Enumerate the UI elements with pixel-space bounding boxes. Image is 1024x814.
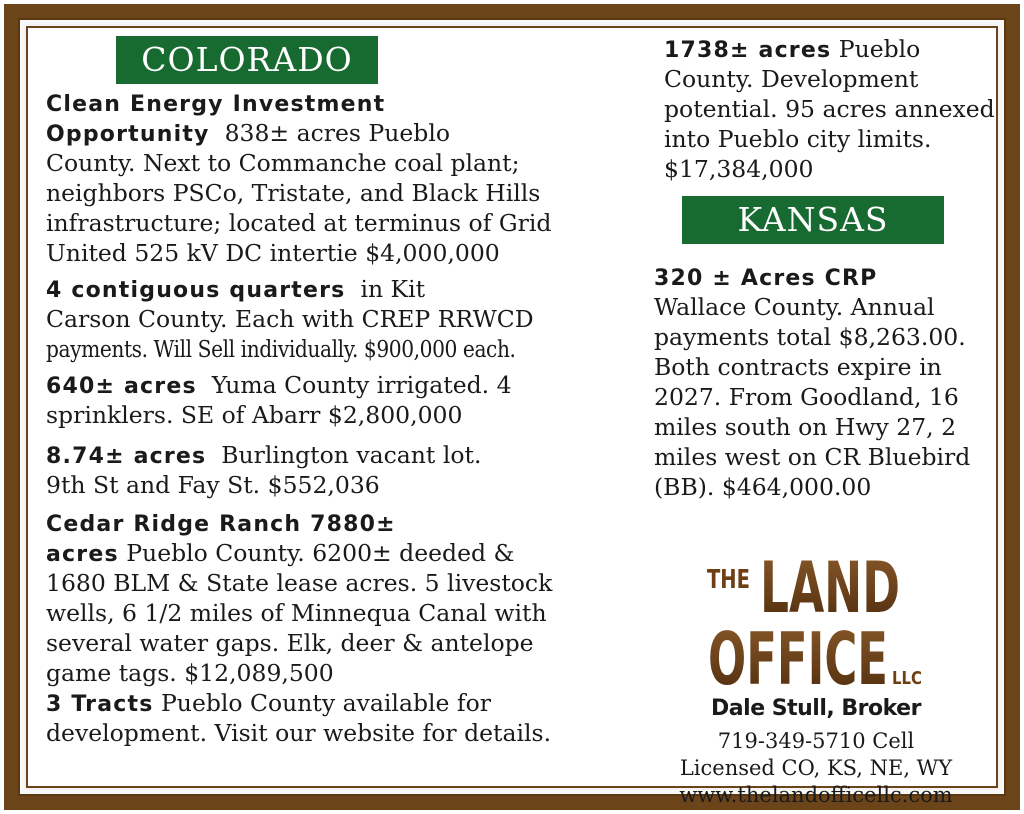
listing-text: Pueblo: [838, 35, 921, 63]
listing-text: sprinklers. SE of Abarr $2,800,000: [46, 401, 463, 429]
listing-text: County. Development: [664, 65, 919, 93]
listing-title: 8.74± acres: [46, 444, 207, 469]
listing-text: in Kit: [360, 275, 426, 303]
land-office-logo: [704, 540, 944, 690]
broker-name: Dale Stull, Broker: [711, 696, 921, 721]
listing-text: United 525 kV DC intertie $4,000,000: [46, 239, 500, 267]
listing-title: Clean Energy Investment: [46, 92, 386, 117]
inner-border: [20, 20, 1004, 807]
listing-text: County. Next to Commanche coal plant;: [46, 149, 520, 177]
outer-border: [4, 4, 1020, 810]
listing-text: potential. 95 acres annexed: [664, 95, 995, 123]
listing-text: several water gaps. Elk, deer & antelope: [46, 629, 534, 657]
listing-title: 3 Tracts: [46, 692, 154, 717]
listing-title: 1738± acres: [664, 38, 832, 63]
listing-text: Pueblo County. 6200± deeded &: [126, 539, 515, 567]
ad-content: [26, 26, 998, 807]
kansas-banner: KANSAS: [682, 196, 944, 244]
listing-text: into Pueblo city limits.: [664, 125, 932, 153]
listing-text: 1680 BLM & State lease acres. 5 livestock: [46, 569, 553, 597]
listing-text: payments. Will Sell individually. $900,000 each.: [46, 335, 516, 363]
license-info: Licensed CO, KS, NE, WY: [679, 756, 953, 780]
listing-text: wells, 6 1/2 miles of Minnequa Canal with: [46, 599, 547, 627]
website-url: www.thelandofficellc.com: [679, 783, 953, 807]
listing-text: (BB). $464,000.00: [654, 473, 872, 501]
listing-text: Pueblo County available for: [161, 689, 491, 717]
logo-the: THE: [707, 565, 750, 595]
listing-title: Cedar Ridge Ranch 7880±: [46, 512, 396, 537]
phone-number: 719-349-5710 Cell: [717, 729, 915, 753]
logo-llc: LLC: [892, 668, 922, 689]
listing-title: 640± acres: [46, 374, 197, 399]
listing-title: acres: [46, 542, 119, 567]
listing-text: game tags. $12,089,500: [46, 659, 334, 687]
logo-office: OFFICE: [708, 617, 888, 690]
listing-title: Opportunity: [46, 122, 210, 147]
logo-land: LAND: [760, 547, 900, 629]
listing-text: miles west on CR Bluebird: [654, 443, 971, 471]
listing-text: development. Visit our website for details.: [46, 719, 552, 747]
listing-text: Yuma County irrigated. 4: [211, 371, 512, 399]
listing-text: infrastructure; located at terminus of Grid: [46, 209, 552, 237]
listing-text: Both contracts expire in: [654, 353, 942, 381]
listing-text: 9th St and Fay St. $552,036: [46, 471, 380, 499]
listing-title: 4 contiguous quarters: [46, 278, 346, 303]
listing-title: 320 ± Acres CRP: [654, 266, 878, 291]
listing-text: Burlington vacant lot.: [221, 441, 482, 469]
listing-text: miles south on Hwy 27, 2: [654, 413, 957, 441]
listing-text: 838± acres Pueblo: [224, 119, 450, 147]
listing-text: $17,384,000: [664, 155, 814, 183]
listing-text: payments total $8,263.00.: [654, 323, 966, 351]
colorado-banner: COLORADO: [116, 36, 378, 84]
listing-text: Carson County. Each with CREP RRWCD: [46, 305, 534, 333]
listing-text: 2027. From Goodland, 16: [654, 383, 959, 411]
listing-text: neighbors PSCo, Tristate, and Black Hills: [46, 179, 541, 207]
listing-text: Wallace County. Annual: [654, 293, 935, 321]
